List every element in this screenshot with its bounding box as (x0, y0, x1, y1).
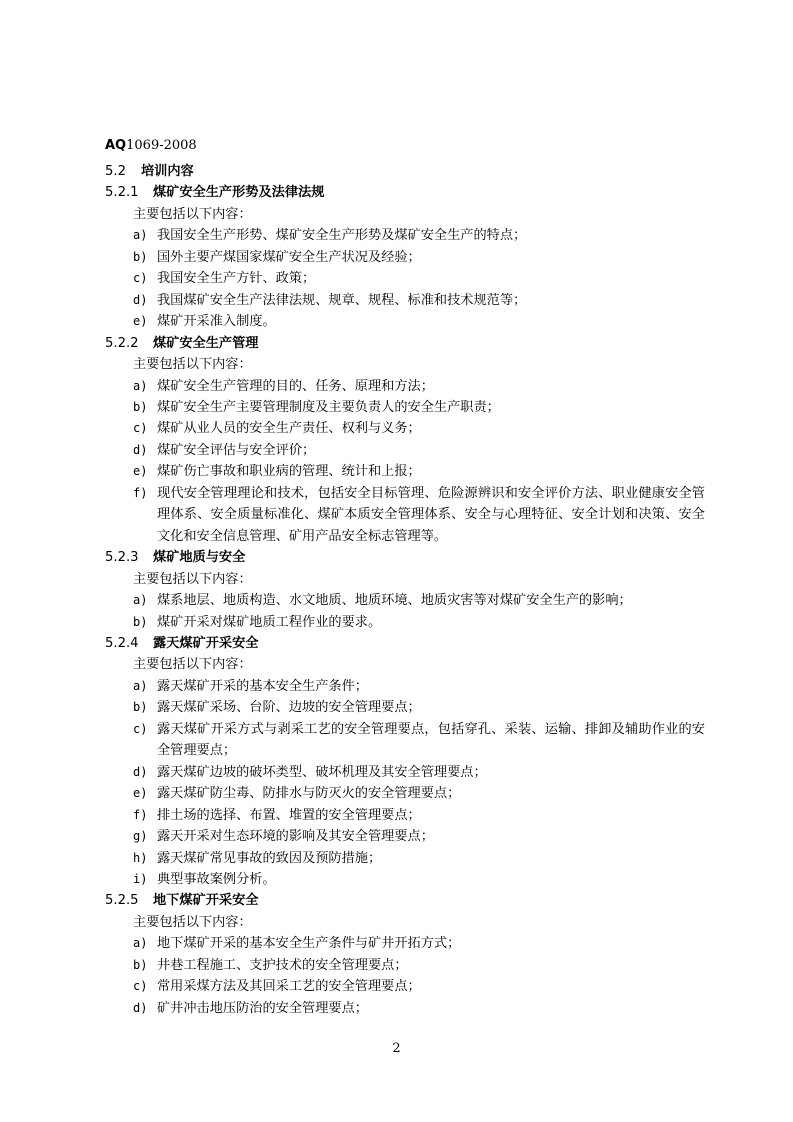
list-text: 煤矿从业人员的安全生产责任、权利与义务； (157, 421, 421, 437)
list-marker: c) (133, 721, 148, 736)
list-text: 煤矿安全评估与安全评价； (157, 442, 316, 458)
list-text: 煤矿开采对煤矿地质工程作业的要求。 (157, 614, 382, 630)
subsection-heading (105, 890, 705, 911)
list-text: 露天煤矿防尘毒、防排水与防灭火的安全管理要点； (157, 786, 461, 802)
list-item (105, 719, 705, 762)
list-item (105, 805, 705, 826)
list-marker: f) (133, 807, 148, 822)
list-item (105, 826, 705, 847)
list-item (105, 612, 705, 633)
list-text: 煤矿开采准入制度。 (157, 314, 276, 330)
list-item (105, 590, 705, 611)
subsection-title: 露天煤矿开采安全 (153, 635, 259, 651)
list-marker: f) (133, 485, 148, 500)
subsection-intro: 主要包括以下内容： (133, 657, 252, 673)
list-marker: d) (133, 1000, 148, 1015)
list-item (105, 848, 705, 869)
subsection-heading (105, 547, 705, 568)
list-text: 矿井冲击地压防治的安全管理要点； (157, 1000, 368, 1016)
list-marker: b) (133, 957, 148, 972)
subsection-title: 地下煤矿开采安全 (153, 893, 259, 909)
list-item (105, 376, 705, 397)
list-text: 地下煤矿开采的基本安全生产条件与矿井开拓方式； (157, 936, 461, 952)
subsection-intro: 主要包括以下内容： (133, 914, 252, 930)
list-marker: d) (133, 292, 148, 307)
list-item (105, 290, 705, 311)
list-item (105, 783, 705, 804)
list-item (105, 311, 705, 332)
list-marker: b) (133, 249, 148, 264)
list-item (105, 440, 705, 461)
list-marker: a) (133, 678, 148, 693)
subsection-number: 5.2.1 (105, 185, 139, 201)
list-item (105, 225, 705, 246)
list-item (105, 998, 705, 1019)
subsection-title: 煤矿安全生产管理 (153, 335, 259, 351)
list-item (105, 418, 705, 439)
list-item (105, 976, 705, 997)
list-text: 露天煤矿开采方式与剥采工艺的安全管理要点，包括穿孔、采装、运输、排卸及辅助作业的安全管理要点； (157, 721, 705, 759)
list-marker: a) (133, 378, 148, 393)
list-marker: b) (133, 399, 148, 414)
list-text: 我国安全生产形势、煤矿安全生产形势及煤矿安全生产的特点； (157, 228, 527, 244)
document-body (105, 161, 705, 1019)
list-text: 典型事故案例分析。 (157, 871, 276, 887)
subsection-number: 5.2.5 (105, 893, 139, 909)
list-marker: a) (133, 228, 148, 243)
list-item (105, 461, 705, 482)
standard-number: 1069-2008 (126, 138, 197, 153)
list-marker: a) (133, 593, 148, 608)
list-marker: d) (133, 764, 148, 779)
list-marker: i) (133, 871, 148, 886)
list-text: 我国安全生产方针、政策； (157, 271, 316, 287)
list-marker: c) (133, 421, 148, 436)
subsection-title: 煤矿地质与安全 (153, 550, 246, 566)
section-number: 5.2 (105, 164, 126, 179)
list-marker: h) (133, 850, 148, 865)
list-item (105, 247, 705, 268)
list-marker: d) (133, 442, 148, 457)
list-item (105, 762, 705, 783)
subsection-heading (105, 182, 705, 203)
list-text: 井巷工程施工、支护技术的安全管理要点； (157, 957, 408, 973)
list-marker: c) (133, 979, 148, 994)
list-text: 露天煤矿开采的基本安全生产条件； (157, 678, 368, 694)
list-item (105, 955, 705, 976)
list-text: 煤系地层、地质构造、水文地质、地质环境、地质灾害等对煤矿安全生产的影响； (157, 593, 632, 609)
subsection-number: 5.2.3 (105, 550, 139, 566)
list-text: 露天煤矿常见事故的致因及预防措施； (157, 850, 382, 866)
list-text: 煤矿安全生产管理的目的、任务、原理和方法； (157, 378, 434, 394)
subsection-title: 煤矿安全生产形势及法律法规 (153, 185, 325, 201)
list-text: 煤矿伤亡事故和职业病的管理、统计和上报； (157, 464, 421, 480)
list-item (105, 268, 705, 289)
list-marker: b) (133, 700, 148, 715)
list-text: 常用采煤方法及其回采工艺的安全管理要点； (157, 979, 421, 995)
subsection-intro: 主要包括以下内容： (133, 571, 252, 587)
page-number: 2 (392, 1041, 401, 1056)
list-marker: g) (133, 829, 148, 844)
subsection-intro: 主要包括以下内容： (133, 206, 252, 222)
list-text: 露天煤矿采场、台阶、边坡的安全管理要点； (157, 700, 421, 716)
list-item (105, 397, 705, 418)
list-text: 国外主要产煤国家煤矿安全生产状况及经验； (157, 249, 421, 265)
list-text: 露天开采对生态环境的影响及其安全管理要点； (157, 829, 434, 845)
list-marker: e) (133, 786, 148, 801)
list-marker: e) (133, 314, 148, 329)
subsection-number: 5.2.4 (105, 635, 139, 651)
list-item (105, 933, 705, 954)
list-marker: c) (133, 271, 148, 286)
list-item (105, 697, 705, 718)
list-text: 露天煤矿边坡的破坏类型、破坏机理及其安全管理要点； (157, 764, 487, 780)
subsection-heading (105, 333, 705, 354)
section-heading (105, 161, 705, 182)
list-text: 现代安全管理理论和技术，包括安全目标管理、危险源辨识和安全评价方法、职业健康安全管理体系、安全质量标准化、煤矿本质安全管理体系、安全与心理特征、安全计划和决策、安全文化和安全信息管理、矿用产品安全标志管理等。 (157, 485, 705, 544)
list-marker: e) (133, 464, 148, 479)
list-text: 煤矿安全生产主要管理制度及主要负责人的安全生产职责； (157, 399, 500, 415)
subsection-intro: 主要包括以下内容： (133, 357, 252, 373)
standard-prefix: AQ (105, 138, 127, 153)
standard-code (105, 137, 197, 155)
list-item (105, 869, 705, 890)
list-item (105, 676, 705, 697)
list-marker: b) (133, 614, 148, 629)
list-text: 我国煤矿安全生产法律法规、规章、规程、标准和技术规范等； (157, 292, 527, 308)
subsection-number: 5.2.2 (105, 335, 139, 351)
section-title: 培训内容 (141, 164, 194, 179)
list-item (105, 483, 705, 547)
list-marker: a) (133, 936, 148, 951)
list-text: 排土场的选择、布置、堆置的安全管理要点； (157, 807, 421, 823)
subsection-heading (105, 633, 705, 654)
